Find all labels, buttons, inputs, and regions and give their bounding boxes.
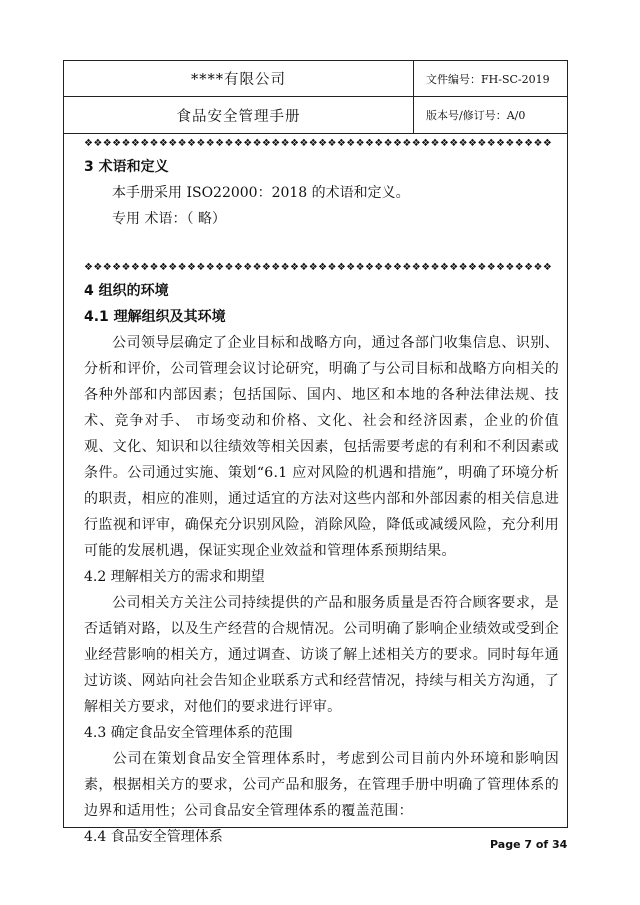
separator-stars: ❖❖❖❖❖❖❖❖❖❖❖❖❖❖❖❖❖❖❖❖❖❖❖❖❖❖❖❖❖❖❖❖❖❖❖❖❖❖❖❖❖❖❖❖❖❖❖❖❖❖ bbox=[84, 262, 553, 273]
manual-title: 食品安全管理手册 bbox=[64, 97, 414, 133]
page-number: Page 7 of 34 bbox=[490, 838, 568, 851]
section-4-3-paragraph: 公司在策划食品安全管理体系时，考虑到公司目前内外环境和影响因素，根据相关方的要求，公司产品和服务，在管理手册中明确了管理体系的边界和适用性；公司食品安全管理体系的覆盖范围： bbox=[84, 751, 559, 819]
document-number: 文件编号：FH-SC-2019 bbox=[426, 72, 550, 86]
header-row-2 bbox=[64, 97, 567, 134]
section-4-heading: 4 组织的环境 bbox=[84, 283, 169, 299]
section-4-1-paragraph: 公司领导层确定了企业目标和战略方向，通过各部门收集信息、识别、分析和评价，公司管理会议讨论研究，明确了与公司目标和战略方向相关的各种外部和内部因素；包括国际、国内、地区和本地的各种法律法规、技术、竞争对手、 市场变动和价格、文化、社会和经济因素，企业的价值观、文化、知识和以往绩效等相关因素，包括需要考虑的有利和不利因素或条件。公司通过实施、策划“6.1 应对风险的机遇和措施”，明确了环境分析的职责，相应的准则，通过适宜的方法对这些内部和外部因素的相关信息进行监视和评审，确保充分识别风险，消除风险，降低或减缓风险，充分利用可能的发展机遇，保证实现企业效益和管理体系预期结果。 bbox=[84, 335, 559, 559]
spacer bbox=[84, 232, 559, 258]
section-4-4-heading: 4.4 食品安全管理体系 bbox=[84, 829, 223, 845]
section-3-heading: 3 术语和定义 bbox=[84, 159, 169, 175]
version-number: 版本号/修订号：A/0 bbox=[426, 109, 526, 122]
header-row-1 bbox=[64, 61, 567, 97]
separator-stars: ❖❖❖❖❖❖❖❖❖❖❖❖❖❖❖❖❖❖❖❖❖❖❖❖❖❖❖❖❖❖❖❖❖❖❖❖❖❖❖❖❖❖❖❖❖❖❖❖❖❖ bbox=[84, 138, 553, 149]
section-3-line-1: 本手册采用 ISO22000：2018 的术语和定义。 bbox=[112, 185, 410, 201]
section-4-3-heading: 4.3 确定食品安全管理体系的范围 bbox=[84, 725, 293, 741]
page-content bbox=[84, 134, 559, 850]
section-3-line-2: 专用 术语：（ 略） bbox=[112, 211, 226, 227]
section-4-2-heading: 4.2 理解相关方的需求和期望 bbox=[84, 569, 265, 585]
company-name: ****有限公司 bbox=[64, 61, 414, 96]
section-4-2-paragraph: 公司相关方关注公司持续提供的产品和服务质量是否符合顾客要求，是否适销对路，以及生产经营的合规情况。公司明确了影响企业绩效或受到企业经营影响的相关方，通过调查、访谈了解上述相关方的要求。同时每年通过访谈、网站向社会告知企业联系方式和经营情况，持续与相关方沟通，了解相关方要求，对他们的要求进行评审。 bbox=[84, 595, 559, 715]
section-4-1-heading: 4.1 理解组织及其环境 bbox=[84, 309, 226, 325]
